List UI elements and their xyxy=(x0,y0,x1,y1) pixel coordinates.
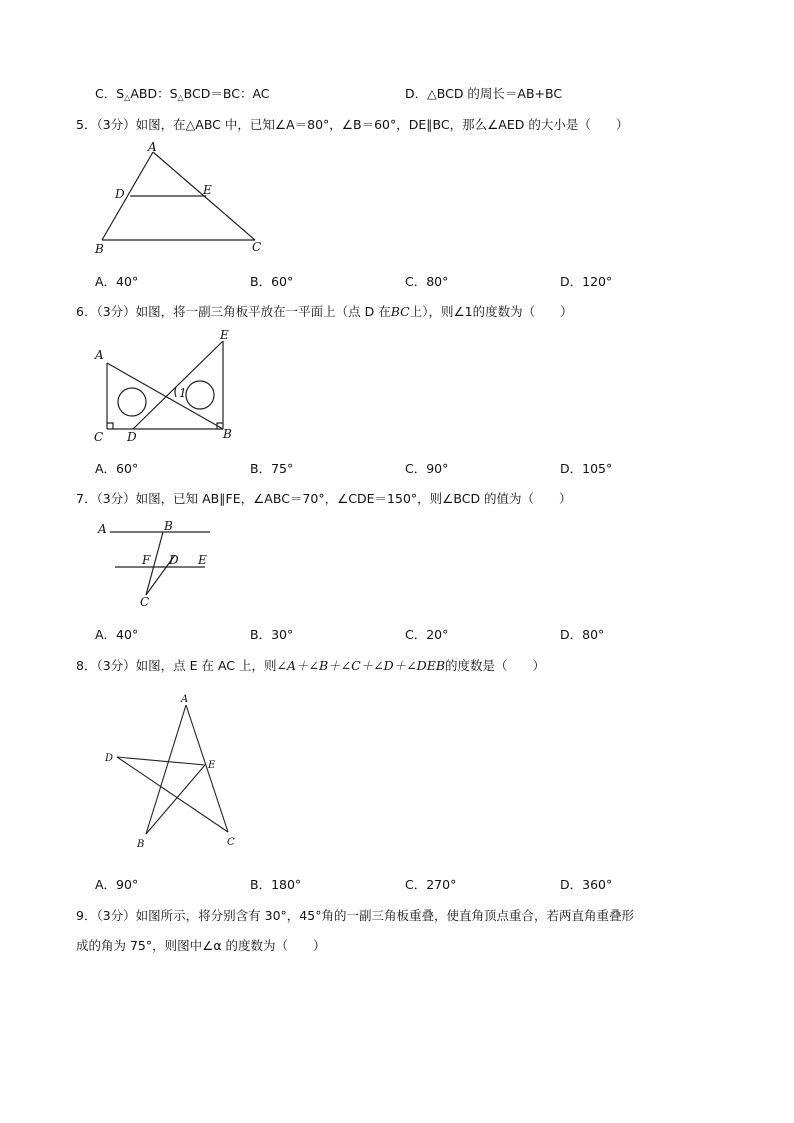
q6-stem: 6．（3分）如图，将一副三角板平放在一平面上（点 D 在BC上），则∠1的度数为（ ） xyxy=(76,304,573,319)
q5-stem: 5．（3分）如图，在△ABC 中，已知∠A＝80°，∠B＝60°，DE∥BC，那么∠AED 的大小是（ ） xyxy=(76,117,629,132)
q5-figure xyxy=(90,140,270,255)
q8-label-a: A xyxy=(181,694,189,705)
q6-angle-1-arc xyxy=(175,387,176,397)
q7-label-a: A xyxy=(98,522,107,536)
q7-stem: 7．（3分）如图，已知 AB∥FE，∠ABC＝70°，∠CDE＝150°，则∠BCD 的值为（ ） xyxy=(76,491,572,506)
q5-label-d: D xyxy=(115,187,125,201)
q6-side-ab xyxy=(107,363,223,429)
q7-label-b: B xyxy=(164,519,173,533)
q5-option-c: C．80° xyxy=(405,274,449,289)
q7-label-e: E xyxy=(198,553,207,567)
q6-label-1: 1 xyxy=(179,386,187,400)
q8-side-ab xyxy=(146,705,186,834)
q7-option-b: B．30° xyxy=(250,627,294,642)
q7-label-d: D xyxy=(169,553,179,567)
q6-right-angle-c xyxy=(107,423,113,429)
q8-label-d: D xyxy=(105,753,114,764)
q5-option-b: B．60° xyxy=(250,274,294,289)
q8-option-d: D．360° xyxy=(560,877,613,892)
q6-label-a: A xyxy=(95,348,104,362)
q6-label-d: D xyxy=(127,430,137,444)
q6-hole-right xyxy=(186,381,214,409)
q8-label-e: E xyxy=(208,760,216,771)
q7-label-f: F xyxy=(142,553,151,567)
q5-label-e: E xyxy=(203,183,212,197)
q6-label-b: B xyxy=(223,427,232,441)
q8-option-c: C．270° xyxy=(405,877,457,892)
q7-option-d: D．80° xyxy=(560,627,605,642)
q6-label-c: C xyxy=(94,430,104,444)
q6-hole-left xyxy=(118,388,146,416)
q7-option-a: A．40° xyxy=(95,627,139,642)
q8-figure xyxy=(100,690,250,855)
q6-option-d: D．105° xyxy=(560,461,613,476)
q8-label-b: B xyxy=(137,839,145,850)
q6-label-e: E xyxy=(220,328,229,342)
q7-option-c: C．20° xyxy=(405,627,449,642)
q9-stem-line2: 成的角为 75°，则图中∠α 的度数为（ ） xyxy=(76,938,326,953)
q8-stem: 8．（3分）如图，点 E 在 AC 上，则∠A＋∠B＋∠C＋∠D＋∠DEB的度数是（ ） xyxy=(76,658,546,673)
q6-option-b: B．75° xyxy=(250,461,294,476)
q6-option-a: A．60° xyxy=(95,461,139,476)
q8-option-b: B．180° xyxy=(250,877,302,892)
q9-stem-line1: 9．（3分）如图所示，将分别含有 30°，45°角的一副三角板重叠，使直角顶点重合，若两直角重叠形 xyxy=(76,908,634,923)
q5-option-d: D．120° xyxy=(560,274,613,289)
q8-option-a: A．90° xyxy=(95,877,139,892)
q4-option-d: D．△BCD 的周长＝AB+BC xyxy=(405,86,563,101)
q8-segment-de xyxy=(117,757,205,765)
q6-figure xyxy=(90,328,240,443)
q7-figure xyxy=(95,515,225,610)
q7-label-c: C xyxy=(140,595,150,609)
q4-option-c: C．$S_\triangle ABD$：$S_\triangle BCD=BC$：AC xyxy=(95,86,270,102)
q6-option-c: C．90° xyxy=(405,461,449,476)
q8-label-c: C xyxy=(227,837,235,848)
q8-segment-eb xyxy=(146,765,205,834)
q8-side-ac xyxy=(186,705,228,832)
q5-label-c: C xyxy=(252,240,262,254)
q5-option-a: A．40° xyxy=(95,274,139,289)
q5-label-a: A xyxy=(148,140,157,154)
q5-label-b: B xyxy=(95,242,104,256)
